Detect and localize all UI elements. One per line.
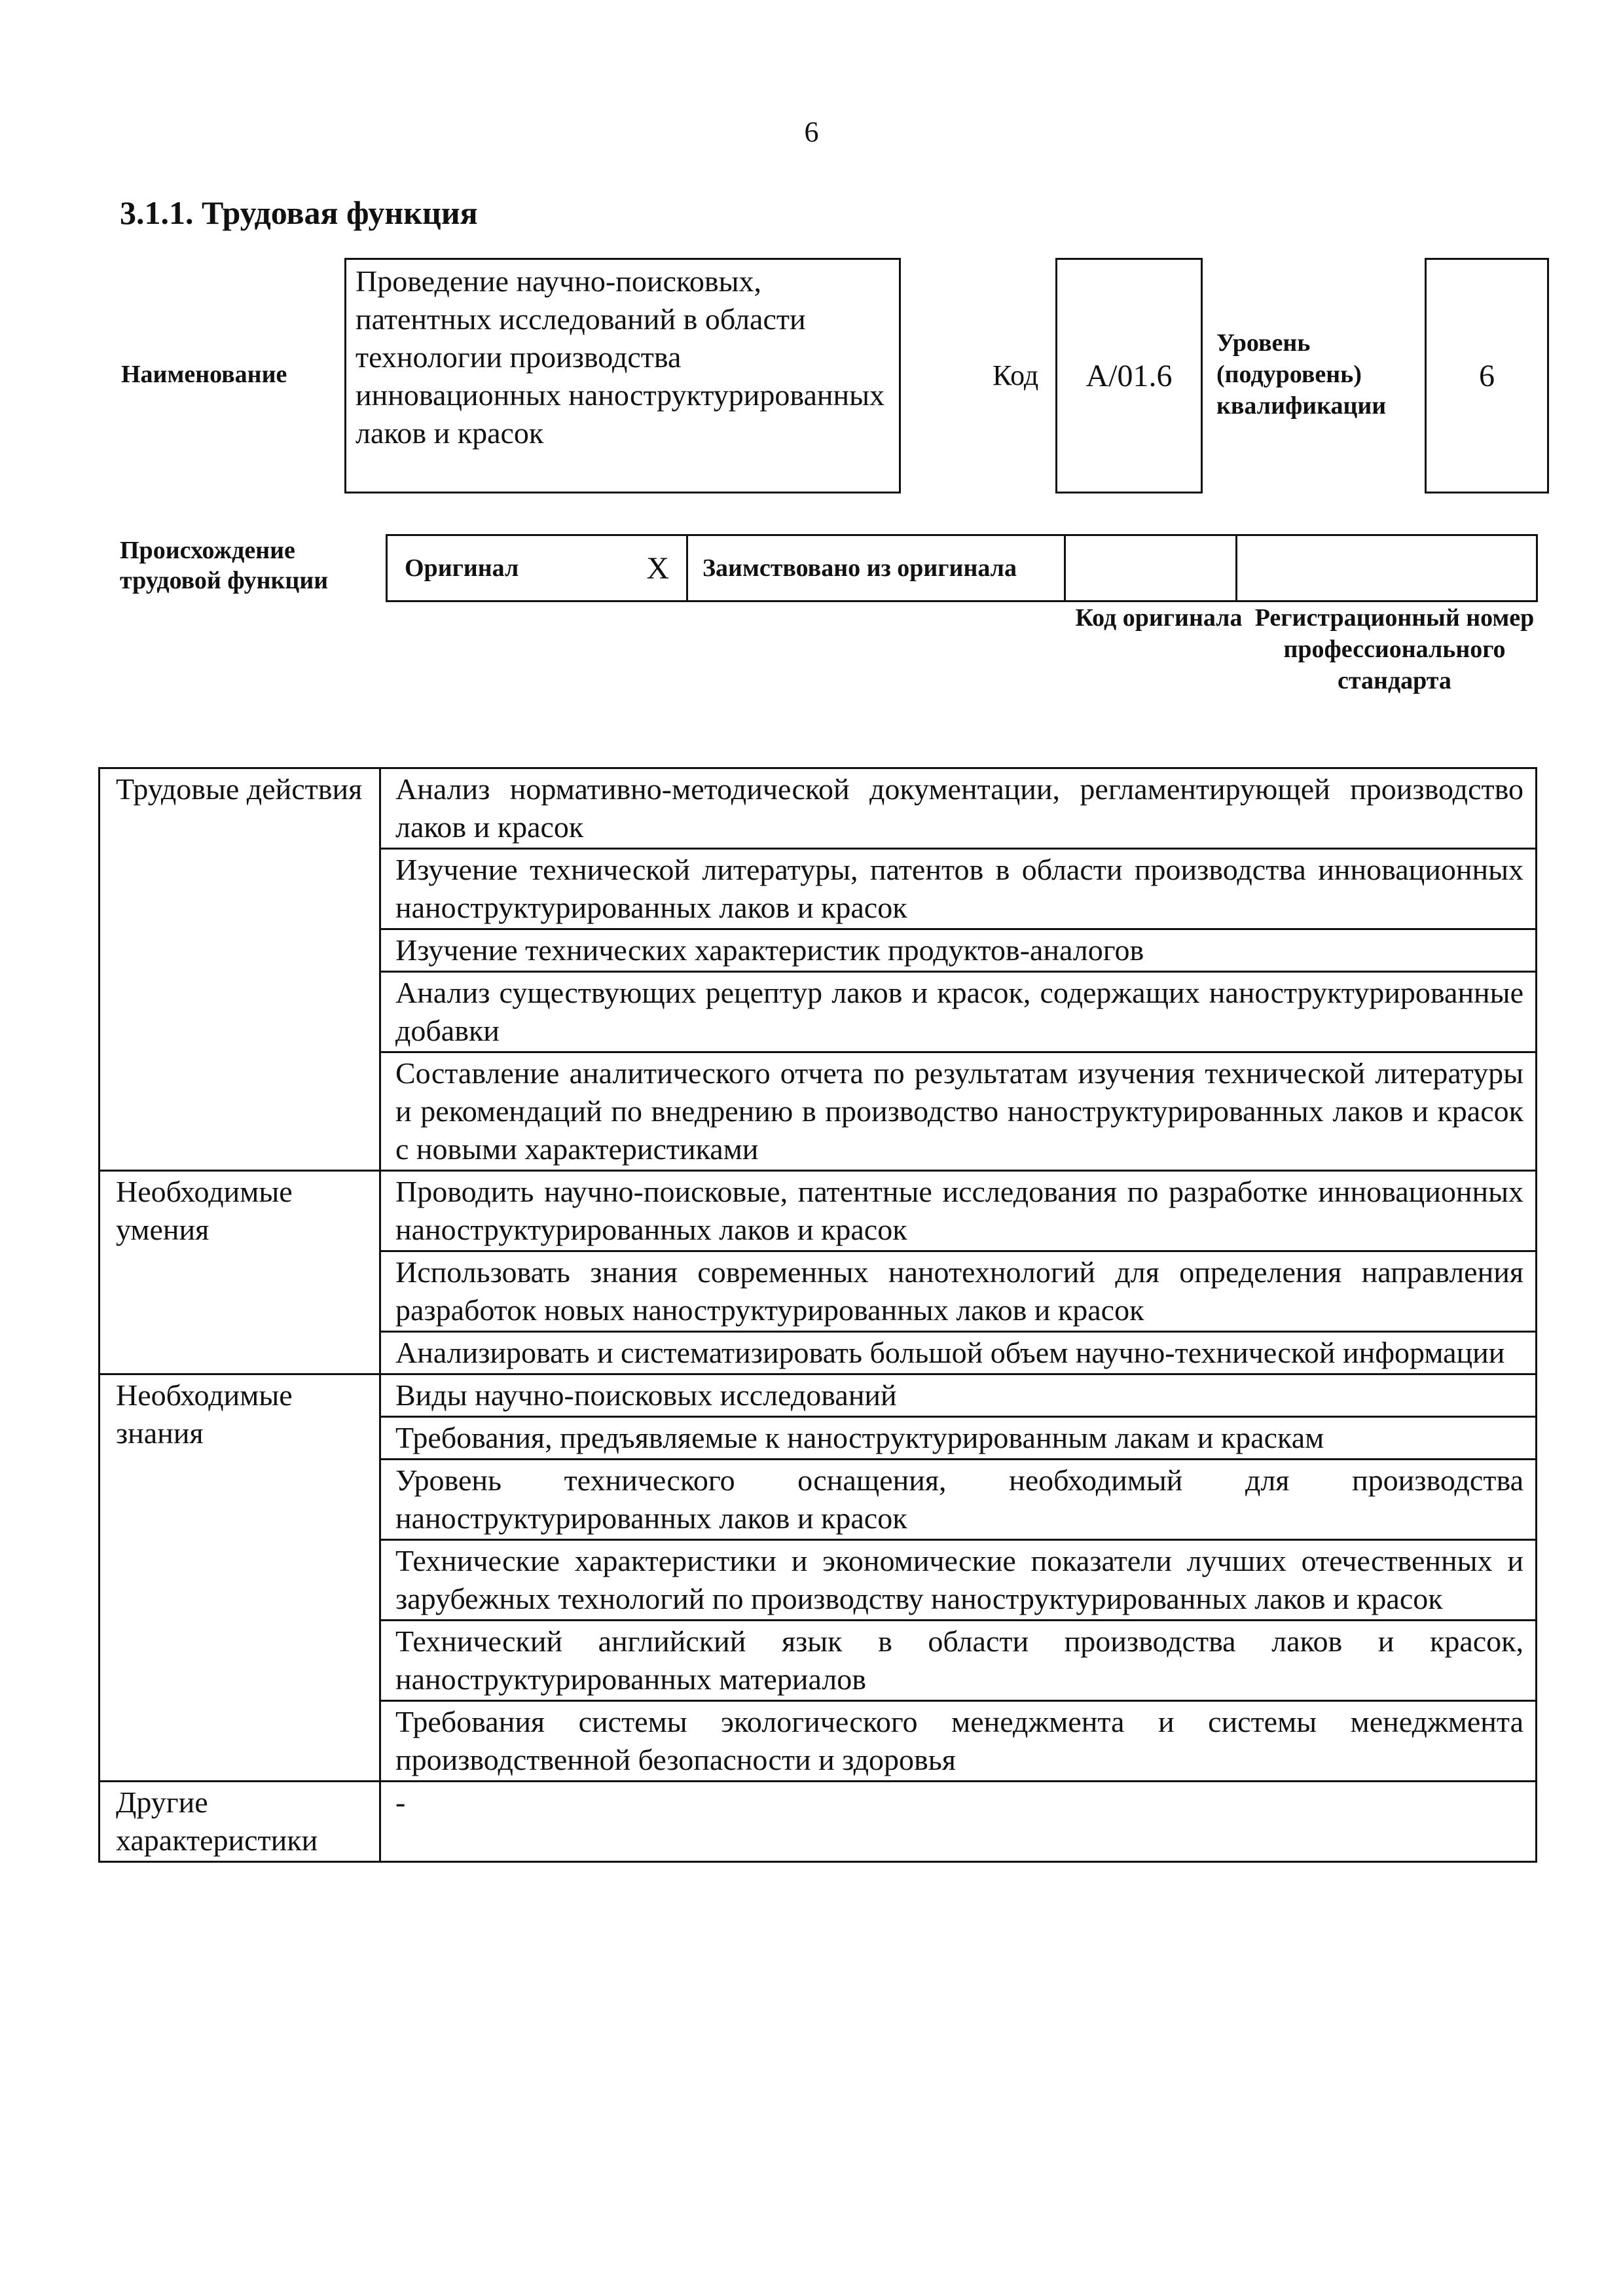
table-row: [100, 1171, 1537, 1251]
original-mark: X: [646, 550, 669, 586]
name-label: Наименование: [121, 361, 287, 388]
section-item: Виды научно-поисковых исследований: [380, 1374, 1537, 1417]
registration-number-cell: [1235, 534, 1538, 602]
original-cell: [386, 534, 688, 602]
registration-caption: Регистрационный номер профессионального стандарта: [1254, 604, 1535, 694]
table-row: [100, 768, 1537, 849]
original-label: Оригинал: [405, 554, 519, 582]
table-row: [100, 1374, 1537, 1417]
section-heading: Необходимые умения: [100, 1171, 380, 1374]
level-value: 6: [1425, 258, 1549, 493]
borrowed-cell: Заимствовано из оригинала: [686, 534, 1066, 602]
section-item: Анализ существующих рецептур лаков и красок, содержащих наноструктурированные добавки: [380, 972, 1537, 1052]
section-item: Изучение технических характеристик продуктов-аналогов: [380, 929, 1537, 972]
section-heading: Трудовые действия: [100, 768, 380, 1171]
origin-label: Происхождение трудовой функции: [120, 537, 329, 594]
function-details-body: [100, 768, 1537, 1862]
section-title: 3.1.1. Трудовая функция: [120, 194, 478, 231]
section-item: Требования, предъявляемые к наноструктурированным лакам и краскам: [380, 1417, 1537, 1460]
section-item: Требования системы экологического менеджмента и системы менеджмента производственной безопасности и здоровья: [380, 1701, 1537, 1782]
page-number: 6: [804, 116, 819, 148]
code-caption: Код оригинала: [1075, 604, 1243, 632]
section-item: Технический английский язык в области производства лаков и красок, наноструктурированных материалов: [380, 1621, 1537, 1701]
original-code-cell: [1064, 534, 1237, 602]
origin-row: [388, 534, 1543, 602]
section-item: Уровень технического оснащения, необходимый для производства наноструктурированных лаков и красок: [380, 1460, 1537, 1540]
section-item: Использовать знания современных нанотехнологий для определения направления разработок новых наноструктурированных лаков и красок: [380, 1251, 1537, 1332]
section-item: Изучение технической литературы, патентов в области производства инновационных наноструктурированных лаков и красок: [380, 849, 1537, 929]
section-item: Составление аналитического отчета по результатам изучения технической литературы и рекомендаций по внедрению в производство наноструктурированных лаков и красок с новыми характеристиками: [380, 1052, 1537, 1171]
section-item: Технические характеристики и экономические показатели лучших отечественных и зарубежных технологий по производству наноструктурированных лаков и красок: [380, 1540, 1537, 1621]
section-heading: Другие характеристики: [100, 1782, 380, 1862]
table-row: [100, 1782, 1537, 1862]
code-label: Код: [993, 359, 1039, 391]
code-value: A/01.6: [1055, 258, 1203, 493]
section-item: Анализировать и систематизировать большой объем научно-технической информации: [380, 1332, 1537, 1374]
section-item: Проводить научно-поисковые, патентные исследования по разработке инновационных наноструктурированных лаков и красок: [380, 1171, 1537, 1251]
section-item: Анализ нормативно-методической документации, регламентирующей производство лаков и красок: [380, 768, 1537, 849]
section-heading: Необходимые знания: [100, 1374, 380, 1782]
function-name-box: Проведение научно-поисковых, патентных исследований в области технологии производства инновационных наноструктурированных лаков и красок: [344, 258, 901, 493]
function-details-table: [98, 767, 1537, 1863]
level-label: Уровень (подуровень) квалификации: [1216, 329, 1387, 420]
section-item: -: [380, 1782, 1537, 1862]
